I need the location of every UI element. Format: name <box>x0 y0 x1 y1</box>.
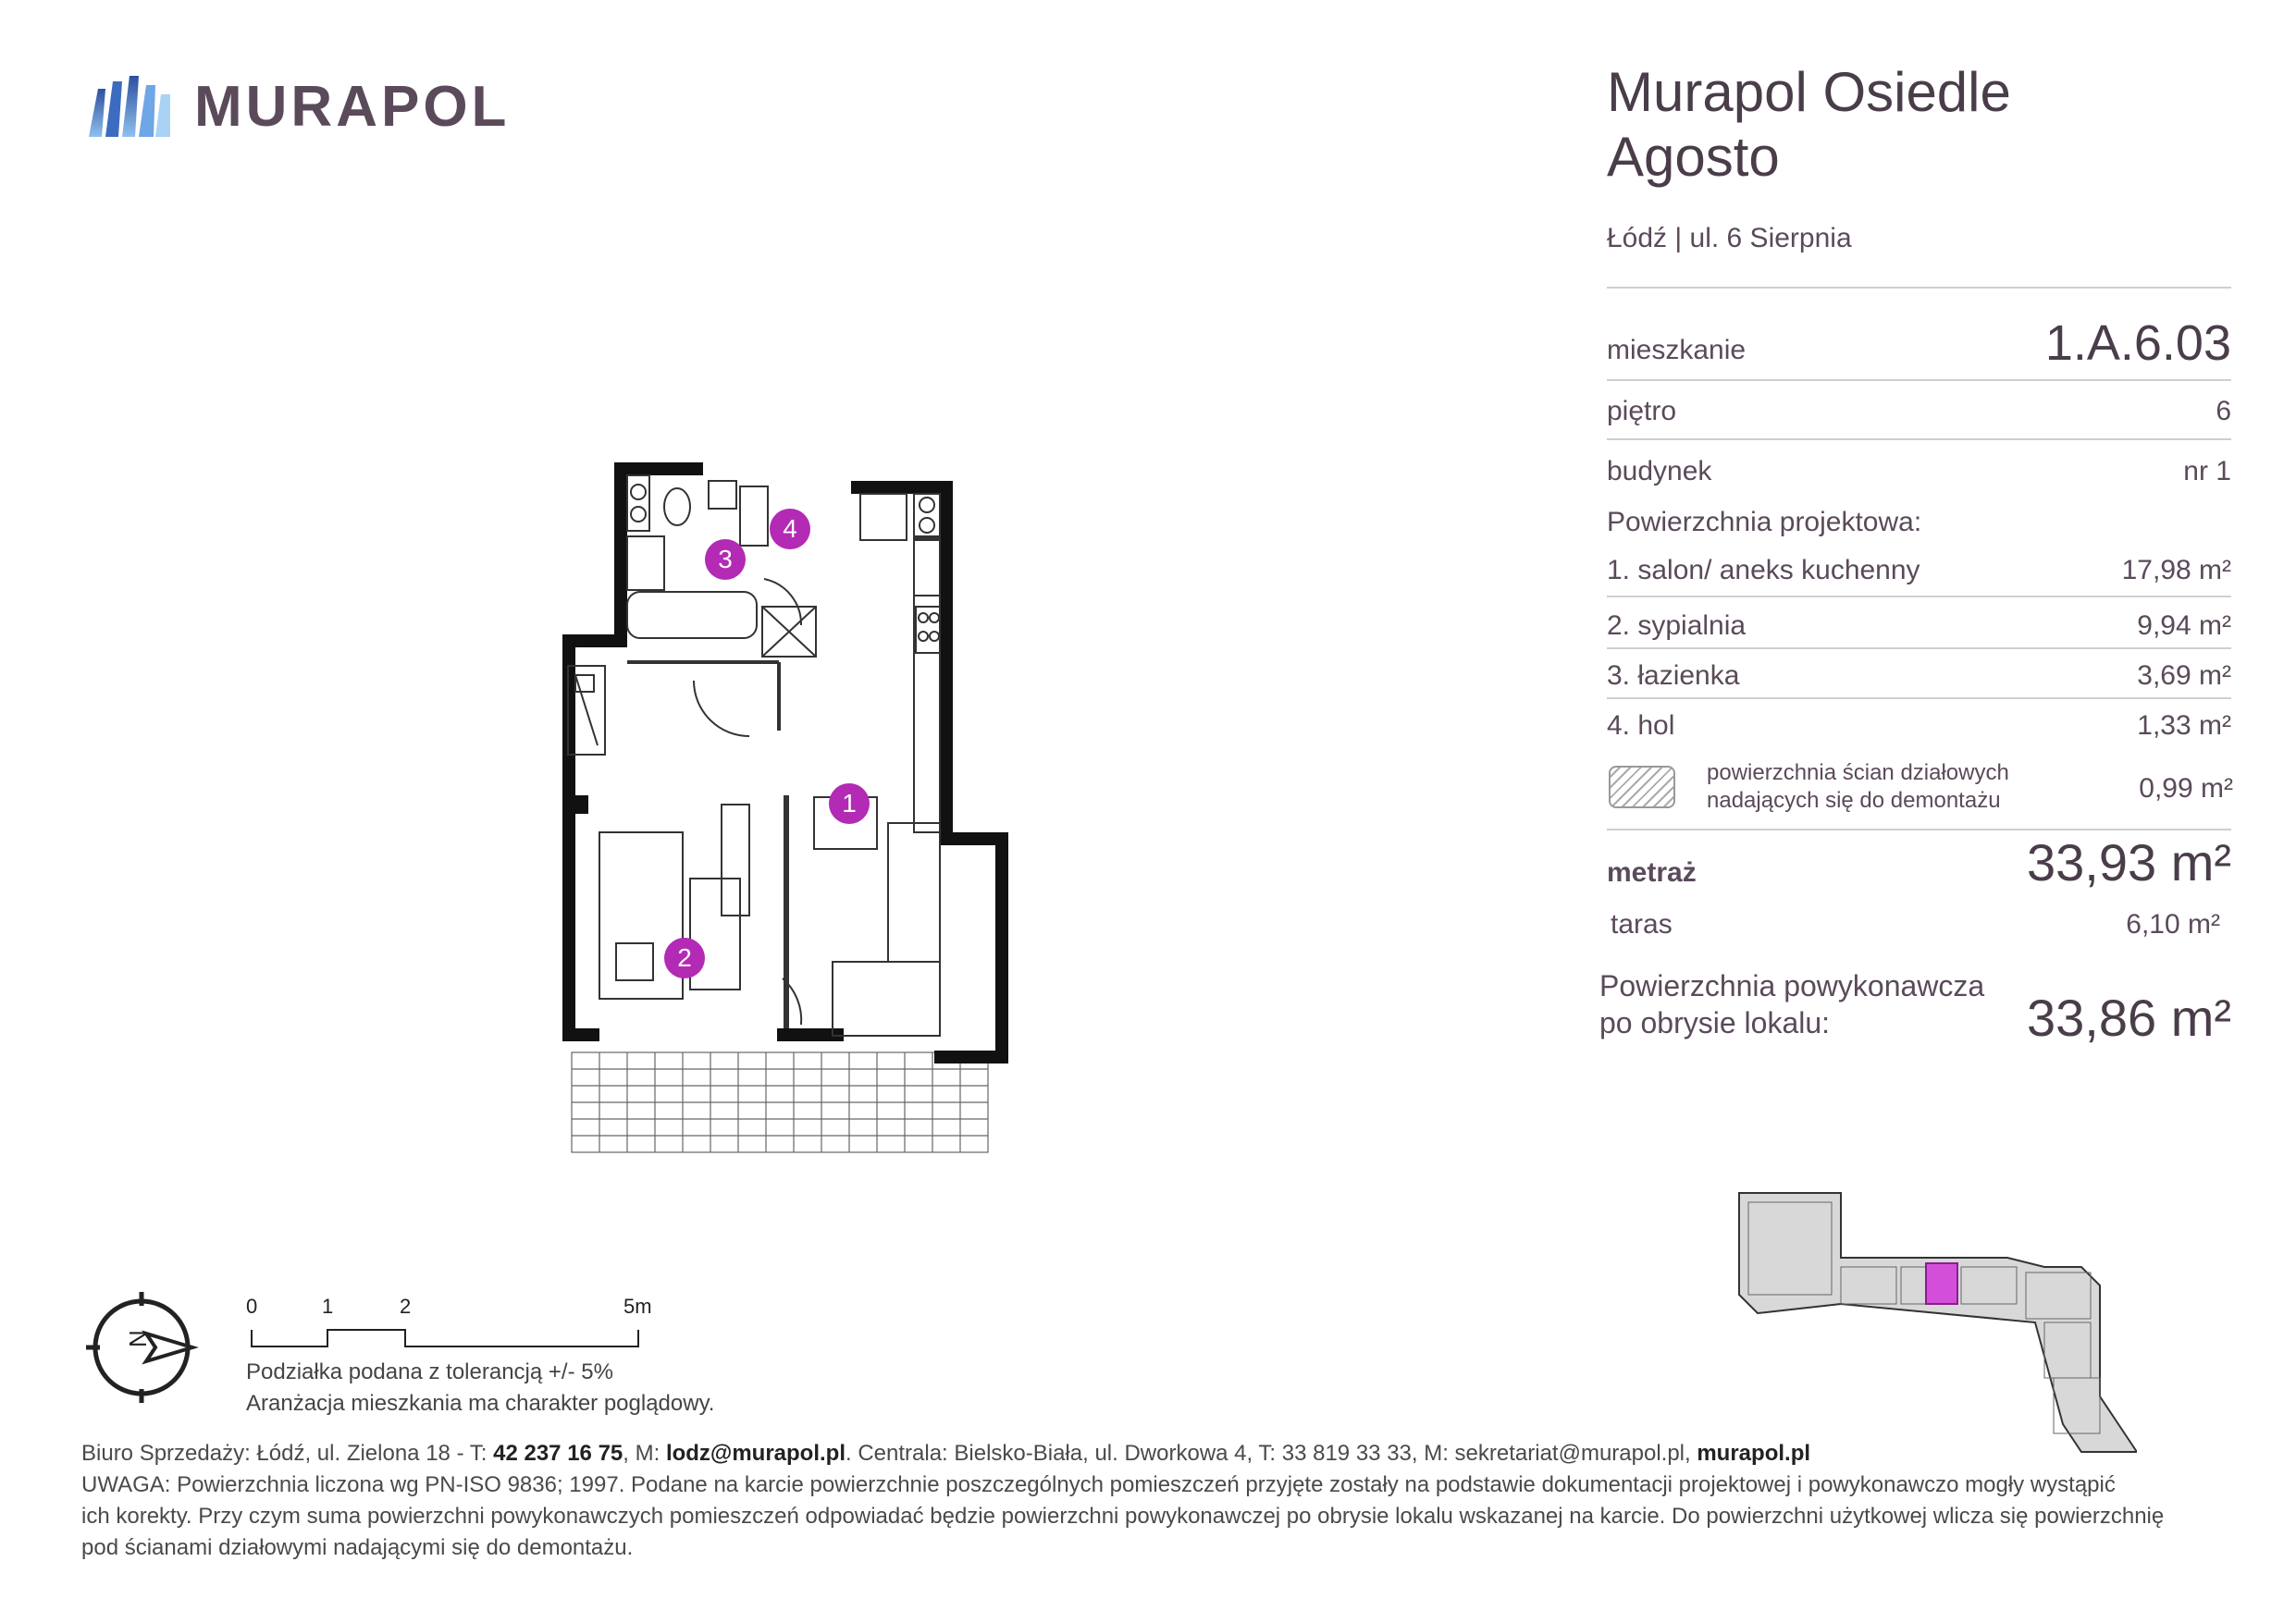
room-area: 9,94 m² <box>2137 610 2231 641</box>
footer <box>81 1438 2246 1564</box>
details-table <box>1599 0 2233 1110</box>
building-value: nr 1 <box>2183 456 2231 486</box>
hatch-legend-icon <box>1609 766 1675 808</box>
divider <box>1607 379 2231 381</box>
room-label: 4. hol <box>1607 710 1675 741</box>
toilet-icon <box>664 488 690 525</box>
room-label: 2. sypialnia <box>1607 610 1747 641</box>
footer-disclaimer-line: ich korekty. Przy czym suma powierzchni powykonawczych pomieszczeń odpowiadać będzie powierzchni powykonawczej po obrysie lokalu wskazanej na karcie. Do powierzchni użytkowej wlicza się powierzchnię <box>81 1504 2165 1529</box>
room-row <box>1607 703 2231 742</box>
project-title-line2: Agosto <box>1607 126 1780 188</box>
divider <box>1607 829 2231 830</box>
compass-icon <box>81 1287 202 1408</box>
area-heading-row <box>1607 499 2231 538</box>
room-marker-label: 4 <box>783 514 797 543</box>
total-area: 33,93 m² <box>2027 833 2231 891</box>
arrangement-note: Aranżacja mieszkania ma charakter poglądowy. <box>246 1391 715 1416</box>
divider <box>1607 438 2231 440</box>
svg-text:N: N <box>124 1330 152 1347</box>
murapol-logo-icon <box>89 76 170 137</box>
floor-label: piętro <box>1607 396 1677 426</box>
room-area: 1,33 m² <box>2137 710 2231 741</box>
room-marker-label: 1 <box>842 789 857 818</box>
apartment-highlight <box>1926 1263 1957 1304</box>
scale-bar <box>246 1295 653 1350</box>
bathtub-icon <box>627 592 757 638</box>
walls-area: 0,99 m² <box>2139 773 2233 804</box>
footer-disclaimer-line: UWAGA: Powierzchnia liczona wg PN-ISO 9836; 1997. Podane na karcie powierzchnie poszczególnych pomieszczeń przyjęte zostały na podstawie dokumentacji projektowej i powykonawczo mogły wystąpić <box>81 1472 2116 1497</box>
room-label: 1. salon/ aneks kuchenny <box>1607 555 1920 585</box>
scale-tick-label: 0 <box>246 1295 258 1318</box>
divider <box>1607 697 2231 699</box>
room-area: 17,98 m² <box>2121 555 2231 585</box>
apartment-number: 1.A.6.03 <box>2044 315 2231 371</box>
apartment-row <box>1607 314 2231 372</box>
terrace-area: 6,10 m² <box>2126 909 2220 940</box>
apartment-label: mieszkanie <box>1607 335 1747 365</box>
room-label: 3. łazienka <box>1607 660 1740 691</box>
scale-tick-label: 2 <box>400 1295 412 1318</box>
room-area: 3,69 m² <box>2137 660 2231 691</box>
terrace-grid <box>572 1052 988 1152</box>
washbasin-icon <box>627 536 664 590</box>
terrace-row <box>1607 902 2231 941</box>
partition-walls-row <box>1609 760 2233 816</box>
terrace-label: taras <box>1611 909 1673 940</box>
scale-tolerance-note: Podziałka podana z tolerancją +/- 5% <box>246 1359 613 1384</box>
sales-email-link[interactable]: lodz@murapol.pl <box>665 1441 846 1466</box>
asbuilt-area: 33,86 m² <box>2027 989 2231 1047</box>
building-row <box>1607 449 2231 487</box>
asbuilt-label-line1: Powierzchnia powykonawcza <box>1599 969 1985 1002</box>
footer-contact-line: Biuro Sprzedaży: Łódź, ul. Zielona 18 - T: 42 237 16 75, M: lodz@murapol.pl. Centrala: Bielsko-Biała, ul. Dworkowa 4, T: 33 819 33 33, M: sekretariat@murapol.pl, murapol.pl <box>81 1441 1811 1466</box>
murapol-logo <box>89 74 510 139</box>
asbuilt-label-line2: po obrysie lokalu: <box>1599 1006 1831 1039</box>
room-marker-label: 3 <box>718 545 733 573</box>
area-heading: Powierzchnia projektowa: <box>1607 507 1922 537</box>
bed <box>599 832 683 999</box>
floor-value: 6 <box>2216 396 2231 426</box>
scale-tick-label: 5m <box>623 1295 652 1318</box>
kitchen-sink-icon <box>914 540 940 596</box>
project-title-line1: Murapol Osiedle <box>1607 61 2011 123</box>
website-link[interactable]: murapol.pl <box>1697 1441 1811 1466</box>
brand-name: MURAPOL <box>194 74 511 139</box>
sofa <box>888 823 940 962</box>
scale-tick-label: 1 <box>322 1295 334 1318</box>
total-row <box>1607 833 2231 892</box>
divider <box>1607 596 2231 597</box>
divider <box>1607 287 2231 289</box>
footer-disclaimer-line: pod ścianami działowymi nadającymi się do demontażu. <box>81 1535 634 1560</box>
total-label: metraż <box>1607 857 1697 888</box>
room-row <box>1607 653 2231 692</box>
sink-icon <box>709 481 736 509</box>
walls-label-line2: nadających się do demontażu <box>1707 788 2001 813</box>
walls-label-line1: powierzchnia ścian działowych <box>1707 760 2009 785</box>
site-key-plan <box>1730 1184 2137 1461</box>
divider <box>1607 647 2231 649</box>
floor-plan <box>527 444 1027 1165</box>
sales-phone[interactable]: 42 237 16 75 <box>493 1441 623 1466</box>
asbuilt-row <box>1599 969 2231 1052</box>
project-address: Łódź | ul. 6 Sierpnia <box>1607 223 1852 253</box>
building-label: budynek <box>1607 456 1712 486</box>
floor-row <box>1607 388 2231 427</box>
room-marker-label: 2 <box>677 943 692 972</box>
room-row <box>1607 547 2231 586</box>
room-row <box>1607 603 2231 642</box>
